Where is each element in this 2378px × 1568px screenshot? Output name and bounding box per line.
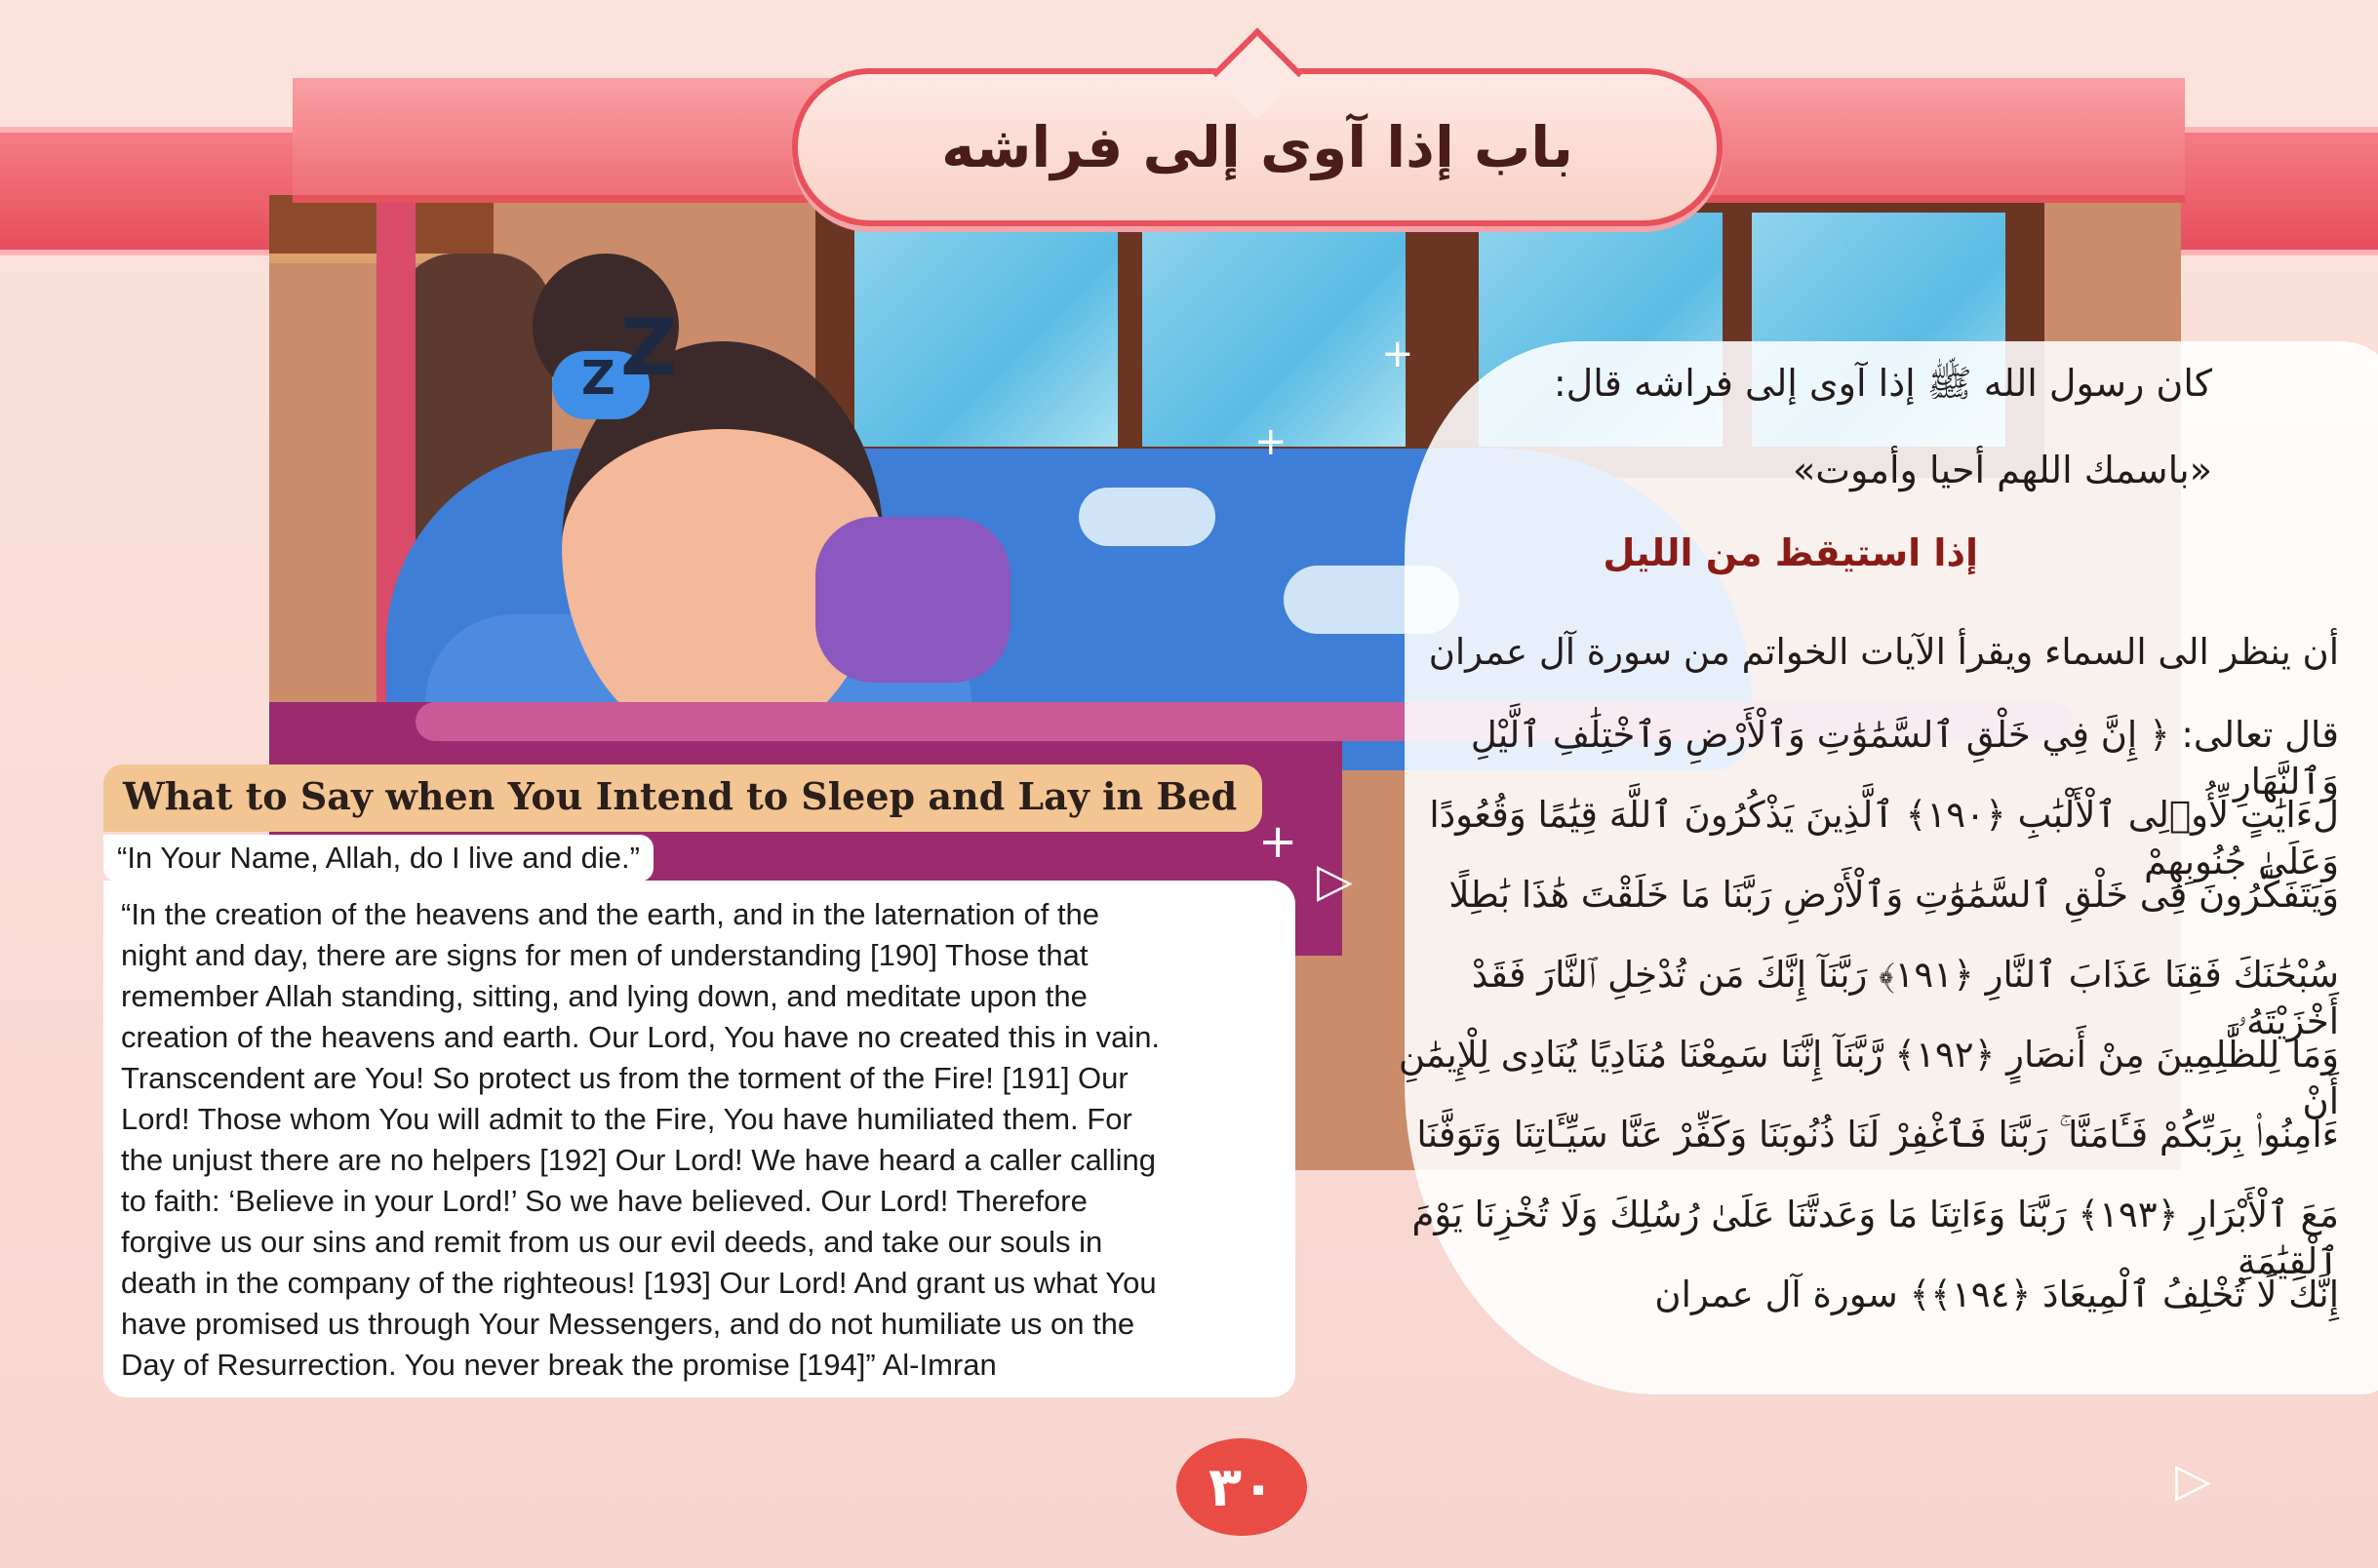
english-verse-box xyxy=(103,881,1295,1397)
arabic-instruction: أن ينظر الى السماء ويقرأ الآيات الخواتم من سورة آل عمران xyxy=(1428,631,2339,673)
sleep-z-small-icon: Z xyxy=(581,351,615,406)
english-verse-line: remember Allah standing, sitting, and lying down, and meditate upon the xyxy=(121,979,1088,1013)
arabic-verse-line: وَيَتَفَكَّرُونَ فِى خَلْقِ ٱلسَّمَٰوَٰتِ وَٱلْأَرْضِ رَبَّنَا مَا خَلَقْتَ هَٰذَا بَٰطِلًا xyxy=(1448,874,2339,916)
arabic-subheading: إذا استيقظ من الليل xyxy=(1603,531,1978,574)
english-verse-line: death in the company of the righteous! [193] Our Lord! And grant us what You xyxy=(121,1266,1157,1300)
window-pane xyxy=(854,213,1118,447)
arabic-verse-line: ءَامِنُوا۟ بِرَبِّكُمْ فَـَٔامَنَّا ۚ رَبَّنَا فَٱغْفِرْ لَنَا ذُنُوبَنَا وَكَفِّرْ عَنَّا سَيِّـَٔاتِنَا وَتَوَفَّنَا xyxy=(1416,1114,2339,1156)
english-verse-line: creation of the heavens and earth. Our Lord, You have no created this in vain. xyxy=(121,1020,1161,1054)
triangle-icon: ▷ xyxy=(2175,1453,2211,1508)
sparkle-icon: + xyxy=(1381,332,1414,376)
english-verse-line: “In the creation of the heavens and the earth, and in the laternation of the xyxy=(121,897,1100,931)
english-verse-line: the unjust there are no helpers [192] Our Lord! We have heard a caller calling xyxy=(121,1143,1156,1177)
english-verse-line: Day of Resurrection. You never break the promise [194]” Al-Imran xyxy=(121,1348,997,1382)
page-title: باب إذا آوى إلى فراشه xyxy=(941,114,1573,180)
english-verse-line: night and day, there are signs for men of understanding [190] Those that xyxy=(121,938,1089,972)
triangle-icon: ▷ xyxy=(1317,853,1353,908)
arabic-dua: «باسمك اللهم أحيا وأموت» xyxy=(1792,449,2212,491)
arabic-verse-line: سُبْحَٰنَكَ فَقِنَا عَذَابَ ٱلنَّارِ ﴿١٩١﴾ رَبَّنَآ إِنَّكَ مَن تُدْخِلِ ٱلنَّارَ فَقَدْ أَخْزَيْتَهُۥ xyxy=(1471,954,2339,1043)
english-verse-line: Lord! Those whom You will admit to the Fire, You have humiliated them. For xyxy=(121,1102,1132,1136)
arabic-verse-line: مَعَ ٱلْأَبْرَارِ ﴿١٩٣﴾ رَبَّنَا وَءَاتِنَا مَا وَعَدتَّنَا عَلَىٰ رُسُلِكَ وَلَا تُخْزِنَا يَوْمَ ٱلْقِيَٰمَةِ xyxy=(1411,1194,2339,1283)
english-dua: “In Your Name, Allah, do I live and die.” xyxy=(103,835,654,882)
arabic-verse-line: وَمَا لِلظَّٰلِمِينَ مِنْ أَنصَارٍ ﴿١٩٢﴾ رَّبَّنَآ إِنَّنَا سَمِعْنَا مُنَادِيًا يُنَادِى لِلْإِيمَٰنِ أَنْ xyxy=(1398,1034,2339,1123)
title-plate xyxy=(792,68,1723,226)
english-verse-line: have promised us through Your Messengers, and do not humiliate us on the xyxy=(121,1307,1135,1341)
blanket-cloud-pattern xyxy=(1079,488,1215,546)
arabic-verse-line: لَءَايَٰتٍ لِّأُو۟لِى ٱلْأَلْبَٰبِ ﴿١٩٠﴾ ٱلَّذِينَ يَذْكُرُونَ ٱللَّهَ قِيَٰمًا وَقُعُودًا وَعَلَىٰ جُنُوبِهِمْ xyxy=(1429,794,2339,883)
arabic-intro: كان رسول الله ﷺ إذا آوى إلى فراشه قال: xyxy=(1553,362,2212,405)
arabic-verse-line: قال تعالى: ﴿ إِنَّ فِي خَلْقِ ٱلسَّمَٰوَٰتِ وَٱلْأَرْضِ وَٱخْتِلَٰفِ ٱلَّيْلِ وَٱلنَّهَارِ xyxy=(1470,714,2339,804)
girl-arm xyxy=(815,517,1011,683)
page-number: ٣٠ xyxy=(1176,1438,1307,1536)
english-verse-line: Transcendent are You! So protect us from the torment of the Fire! [191] Our xyxy=(121,1061,1129,1095)
english-heading: What to Say when You Intend to Sleep and Lay in Bed xyxy=(103,764,1262,832)
sleep-z-icon: Z xyxy=(620,302,678,393)
banner-left-ribbon xyxy=(0,127,312,255)
arabic-verse-line: إِنَّكَ لَا تُخْلِفُ ٱلْمِيعَادَ ﴿١٩٤﴾﴾ سورة آل عمران xyxy=(1654,1274,2339,1315)
english-verse-line: to faith: ‘Believe in your Lord!’ So we have believed. Our Lord! Therefore xyxy=(121,1184,1088,1218)
english-verse-line: forgive us our sins and remit from us our evil deeds, and take our souls in xyxy=(121,1225,1103,1259)
sparkle-icon: + xyxy=(1258,814,1298,869)
sparkle-icon: + xyxy=(1254,419,1288,464)
